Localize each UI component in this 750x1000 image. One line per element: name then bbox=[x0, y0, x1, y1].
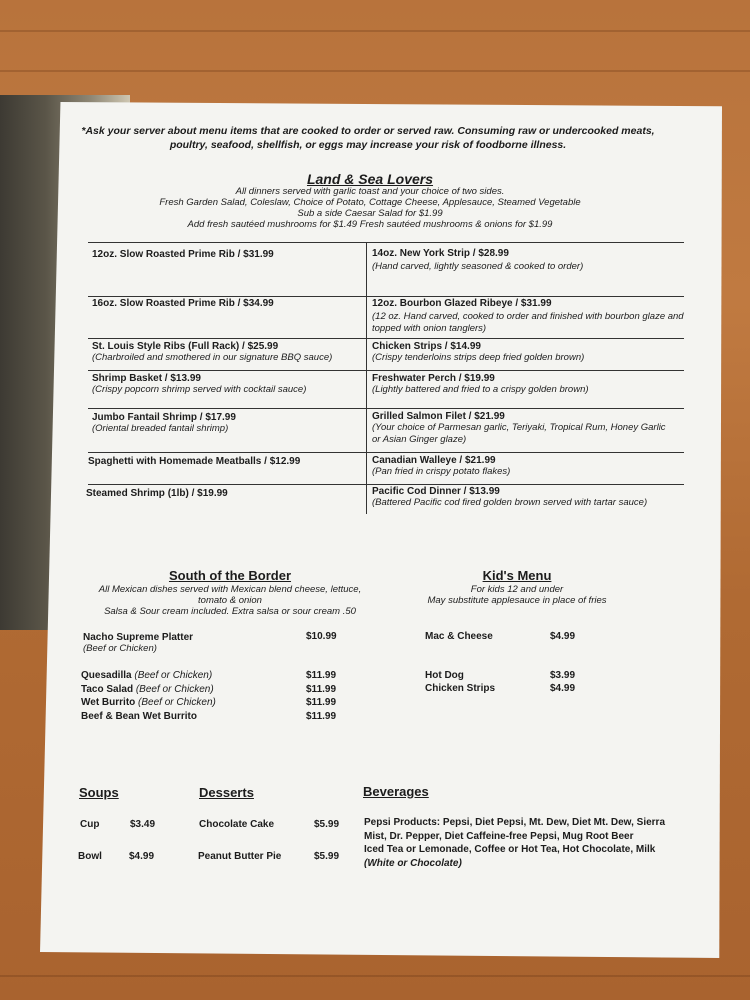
dessert-item-price: $5.99 bbox=[314, 851, 340, 862]
item-desc: (Your choice of Parmesan garlic, Teriyaki, Tropical Rum, Honey Garlic or Asian Ginger glaze) bbox=[372, 422, 666, 445]
kids-header bbox=[400, 568, 634, 583]
item-desc: (Hand carved, lightly seasoned & cooked to order) bbox=[372, 261, 584, 272]
list-item bbox=[92, 412, 362, 435]
list-item bbox=[372, 411, 672, 446]
soup-item-name: Cup bbox=[80, 819, 100, 830]
soup-item-price: $3.49 bbox=[130, 819, 156, 830]
kids-subtitle bbox=[390, 584, 644, 606]
table-rule bbox=[88, 338, 684, 339]
beverages-list bbox=[364, 816, 682, 870]
item-name: Shrimp Basket / $13.99 bbox=[92, 373, 201, 384]
table-divider bbox=[366, 242, 367, 514]
item-desc: (Oriental breaded fantail shrimp) bbox=[92, 423, 229, 434]
kids-title: Kid's Menu bbox=[482, 568, 552, 583]
item-name: Chicken Strips / $14.99 bbox=[372, 341, 481, 352]
item-name: Canadian Walleye / $21.99 bbox=[372, 455, 496, 466]
item-desc: (Battered Pacific cod fired golden brown served with tartar sauce) bbox=[372, 497, 648, 508]
south-sub-2: tomato & onion bbox=[198, 595, 262, 606]
beverages-line-2-text: Iced Tea or Lemonade, Coffee or Hot Tea, Hot Chocolate, Milk bbox=[364, 844, 656, 855]
beverages-line-2 bbox=[364, 843, 682, 870]
kids-item-name: Chicken Strips bbox=[425, 683, 496, 694]
item-name: Nacho Supreme Platter bbox=[83, 632, 194, 643]
item-name: Pacific Cod Dinner / $13.99 bbox=[372, 486, 500, 497]
south-title: South of the Border bbox=[168, 568, 292, 583]
kids-sub-2: May substitute applesauce in place of fries bbox=[427, 595, 607, 606]
item-name: Freshwater Perch / $19.99 bbox=[372, 373, 495, 384]
table-rule bbox=[88, 484, 684, 485]
table-rule bbox=[88, 452, 684, 453]
table-rule bbox=[88, 408, 684, 409]
item-name: 16oz. Slow Roasted Prime Rib / $34.99 bbox=[92, 298, 274, 309]
kids-item-name: Hot Dog bbox=[425, 670, 464, 681]
kids-sub-1: For kids 12 and under bbox=[470, 584, 564, 595]
item-desc: (Crispy tenderloins strips deep fried golden brown) bbox=[372, 352, 585, 363]
list-item bbox=[372, 486, 684, 509]
table-rule bbox=[88, 242, 684, 243]
item-name: Beef & Bean Wet Burrito bbox=[81, 710, 197, 722]
list-item bbox=[92, 249, 362, 260]
list-item bbox=[372, 248, 680, 273]
land-sea-header bbox=[140, 171, 600, 187]
list-item bbox=[81, 697, 371, 711]
desserts-title: Desserts bbox=[199, 785, 254, 800]
item-name: Steamed Shrimp (1lb) / $19.99 bbox=[86, 488, 228, 499]
item-note: (Beef or Chicken) bbox=[134, 670, 213, 681]
item-note: (Beef or Chicken) bbox=[135, 683, 214, 695]
item-note: (Beef or Chicken) bbox=[138, 697, 216, 708]
south-header bbox=[80, 568, 380, 583]
kids-item-price: $4.99 bbox=[550, 683, 576, 694]
list-item bbox=[372, 455, 682, 478]
table-rule bbox=[88, 296, 684, 297]
beverages-title: Beverages bbox=[363, 784, 429, 799]
item-price: $10.99 bbox=[306, 631, 337, 642]
dessert-item-name: Chocolate Cake bbox=[199, 819, 275, 830]
item-name: St. Louis Style Ribs (Full Rack) / $25.99 bbox=[92, 341, 279, 352]
raw-food-notice: *Ask your server about menu items that are cooked to order or served raw. Consuming raw or undercooked meats, poultry, seafood, shellfish, or eggs may increase your risk of foodborne illness. bbox=[81, 125, 655, 151]
kids-item-price: $3.99 bbox=[550, 670, 576, 681]
list-item bbox=[372, 373, 682, 396]
list-item bbox=[92, 373, 362, 396]
list-item bbox=[372, 298, 684, 335]
item-price: $11.99 bbox=[306, 683, 337, 695]
dessert-item-price: $5.99 bbox=[314, 819, 340, 830]
item-price: $11.99 bbox=[306, 710, 337, 722]
item-name: 14oz. New York Strip / $28.99 bbox=[372, 248, 509, 259]
item-desc: (Pan fried in crispy potato flakes) bbox=[372, 466, 511, 477]
item-name: Spaghetti with Homemade Meatballs / $12.99 bbox=[88, 456, 301, 467]
list-item bbox=[88, 456, 363, 467]
south-sub-3: Salsa & Sour cream included. Extra salsa or sour cream .50 bbox=[104, 606, 356, 617]
list-item bbox=[372, 341, 682, 364]
item-desc: (Crispy popcorn shrimp served with cocktail sauce) bbox=[92, 384, 307, 395]
list-item bbox=[81, 670, 371, 684]
land-sea-sub-2: Fresh Garden Salad, Coleslaw, Choice of Potato, Cottage Cheese, Applesauce, Steamed Vegetable bbox=[159, 197, 581, 208]
land-sea-subtitle bbox=[120, 186, 620, 230]
south-item-list bbox=[81, 670, 371, 724]
item-name: Wet Burrito bbox=[81, 697, 136, 708]
soup-item-price: $4.99 bbox=[129, 851, 155, 862]
list-item bbox=[92, 298, 362, 309]
item-desc: (Charbroiled and smothered in our signature BBQ sauce) bbox=[92, 352, 333, 363]
list-item bbox=[86, 488, 361, 499]
item-name: 12oz. Slow Roasted Prime Rib / $31.99 bbox=[92, 249, 274, 260]
item-name: 12oz. Bourbon Glazed Ribeye / $31.99 bbox=[372, 298, 552, 309]
item-name: Jumbo Fantail Shrimp / $17.99 bbox=[92, 412, 236, 423]
beverages-line-1: Pepsi Products: Pepsi, Diet Pepsi, Mt. Dew, Diet Mt. Dew, Sierra Mist, Dr. Pepper, Diet Caffeine-free Pepsi, Mug Root Beer bbox=[364, 817, 666, 842]
land-sea-sub-4: Add fresh sautéed mushrooms for $1.49 Fresh sautéed mushrooms & onions for $1.99 bbox=[187, 219, 553, 230]
kids-item-name: Mac & Cheese bbox=[425, 631, 493, 642]
list-item bbox=[81, 711, 371, 725]
table-rule bbox=[88, 370, 684, 371]
soups-title: Soups bbox=[79, 785, 119, 800]
item-name: Quesadilla bbox=[81, 670, 132, 681]
item-note: (Beef or Chicken) bbox=[83, 643, 157, 654]
item-price: $11.99 bbox=[306, 697, 337, 708]
land-sea-sub-3: Sub a side Caesar Salad for $1.99 bbox=[297, 208, 443, 219]
soup-item-name: Bowl bbox=[78, 851, 102, 862]
list-item bbox=[81, 684, 371, 698]
list-item bbox=[92, 341, 362, 364]
item-desc: (12 oz. Hand carved, cooked to order and finished with bourbon glaze and topped with onion tanglers) bbox=[372, 311, 684, 334]
item-name: Grilled Salmon Filet / $21.99 bbox=[372, 411, 505, 422]
item-name: Taco Salad bbox=[81, 683, 134, 695]
south-subtitle bbox=[80, 584, 380, 617]
south-sub-1: All Mexican dishes served with Mexican blend cheese, lettuce, bbox=[98, 584, 362, 595]
item-desc: (Lightly battered and fried to a crispy golden brown) bbox=[372, 384, 589, 395]
dessert-item-name: Peanut Butter Pie bbox=[198, 851, 282, 862]
land-sea-sub-1: All dinners served with garlic toast and your choice of two sides. bbox=[235, 186, 505, 197]
kids-item-price: $4.99 bbox=[550, 631, 576, 642]
item-price: $11.99 bbox=[306, 670, 337, 681]
beverages-line-2-note: (White or Chocolate) bbox=[364, 857, 462, 869]
land-sea-title: Land & Sea Lovers bbox=[306, 171, 434, 187]
